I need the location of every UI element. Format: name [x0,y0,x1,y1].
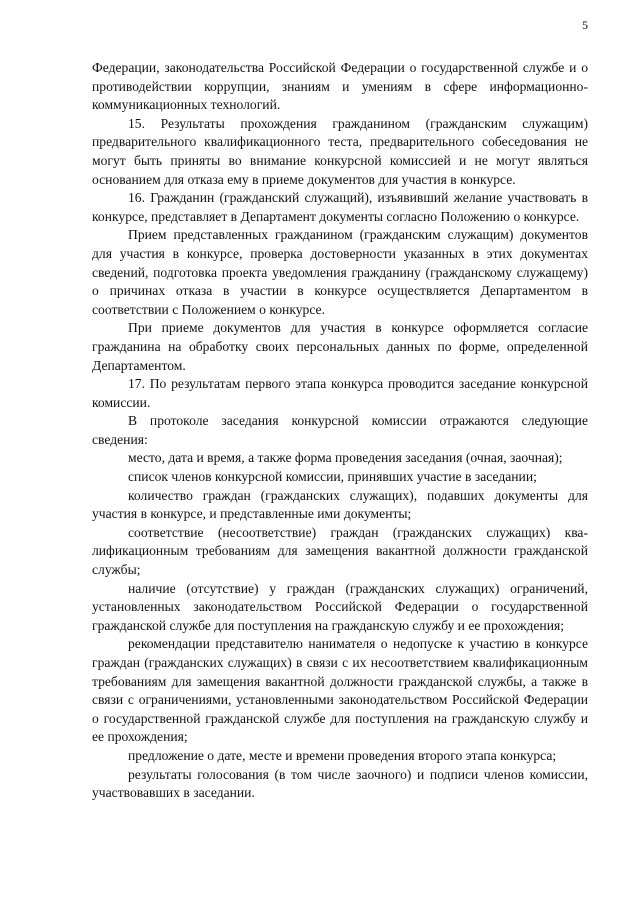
list-item: количество граждан (гражданских служащих), подавших документы для участия в конкурсе, и представленные ими документы; [92,487,588,522]
list-item: наличие (отсутствие) у граждан (гражданских служащих) ограничений, установленных законодательством Российской Федерации о государственной гражданской службе для поступления на гражданскую службу и ее прохождения; [92,580,588,633]
document-body [92,59,588,803]
paragraph: В протоколе заседания конкурсной комиссии отражаются следующие сведения: [92,413,588,447]
paragraph: При приеме документов для участия в конкурсе оформляется согласие гражданина на обработку своих персональных данных по форме, определенной Департаментом. [92,320,588,373]
paragraph-item-17: 17. По результатам первого этапа конкурса проводится заседание конкурсной комиссии. [92,376,588,410]
paragraph-item-16: 16. Гражданин (гражданский служащий), изъявивший желание участвовать в конкурсе, представляет в Департамент документы согласно Положению о конкурсе. [92,190,588,224]
list-item: список членов конкурсной комиссии, принявших участие в заседании; [128,469,537,485]
paragraph: Прием представленных гражданином (гражданским служащим) документов для участия в конкурсе, проверка достоверности указанных в этих документах сведений, подготовка проекта уведомления гражданину (гражданскому служащему) о причинах отказа в участии в конкурсе осуществляется Департаментом в соответствии с Положением о конкурсе. [92,227,588,317]
list-item: рекомендации представителю нанимателя о недопуске к участию в конкурсе граждан (гражданских служащих) в связи с их несоответствием квалификационным требованиям для замещения вакантной должности гражданской службы, а также в связи с ограничениями, установленными законодательством Российской Федерации о государственной гражданской службе для поступления на гражданскую службу и ее прохождения; [92,636,588,745]
page-number: 5 [582,18,588,32]
paragraph-item-15: 15. Результаты прохождения гражданином (гражданским служащим) предварительного квалификационного теста, предварительного собеседования не могут быть приняты во внимание конкурсной комиссией и не могут являться основанием для отказа ему в приеме документов для участия в конкурсе. [92,115,588,187]
list-item: результаты голосования (в том числе заочного) и подписи членов комиссии, участвовавших в заседании. [92,766,588,801]
list-item: соответствие (несоответствие) граждан (гражданских служащих) квалификационным требованиям для замещения вакантной должности гражданской службы; [92,524,588,578]
list-item: предложение о дате, месте и времени проведения второго этапа конкурса; [128,747,557,763]
list-item: место, дата и время, а также форма проведения заседания (очная, заочная); [128,450,563,466]
paragraph-continuation: Федерации, законодательства Российской Федерации о государственной службе и о противодействии коррупции, знаниям и умениям в сфере информационно-коммуникационных технологий. [92,60,588,113]
